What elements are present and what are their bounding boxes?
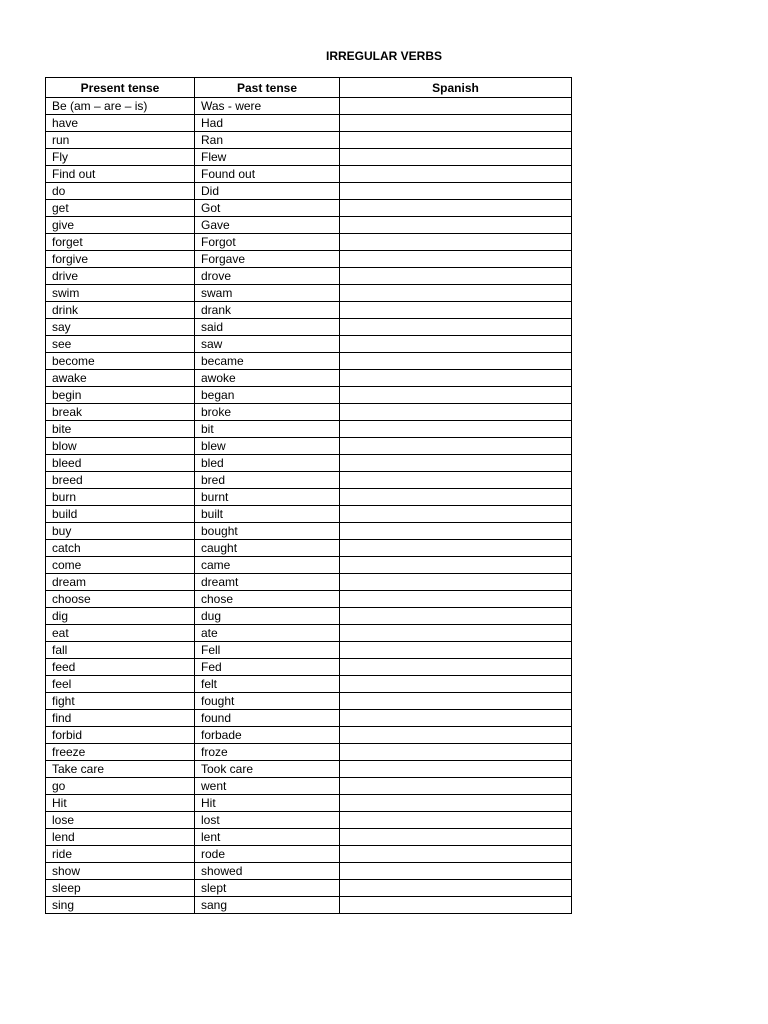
spanish-cell xyxy=(340,404,572,421)
spanish-cell xyxy=(340,795,572,812)
table-row xyxy=(46,523,572,540)
present-tense-cell: do xyxy=(46,183,195,200)
spanish-cell xyxy=(340,285,572,302)
table-row xyxy=(46,200,572,217)
present-tense-cell: forget xyxy=(46,234,195,251)
table-row xyxy=(46,761,572,778)
present-tense-cell: Hit xyxy=(46,795,195,812)
past-tense-cell: Did xyxy=(195,183,340,200)
present-tense-cell: awake xyxy=(46,370,195,387)
table-row xyxy=(46,591,572,608)
present-tense-cell: break xyxy=(46,404,195,421)
present-tense-cell: sleep xyxy=(46,880,195,897)
spanish-cell xyxy=(340,387,572,404)
past-tense-cell: Forgot xyxy=(195,234,340,251)
spanish-cell xyxy=(340,659,572,676)
past-tense-cell: began xyxy=(195,387,340,404)
present-tense-cell: begin xyxy=(46,387,195,404)
table-row xyxy=(46,710,572,727)
table-row xyxy=(46,455,572,472)
spanish-cell xyxy=(340,421,572,438)
past-tense-cell: Was - were xyxy=(195,98,340,115)
past-tense-cell: dug xyxy=(195,608,340,625)
spanish-cell xyxy=(340,744,572,761)
table-row xyxy=(46,370,572,387)
present-tense-cell: go xyxy=(46,778,195,795)
table-row xyxy=(46,438,572,455)
present-tense-cell: buy xyxy=(46,523,195,540)
table-row xyxy=(46,540,572,557)
table-row xyxy=(46,302,572,319)
spanish-cell xyxy=(340,353,572,370)
table-row xyxy=(46,659,572,676)
table-row xyxy=(46,880,572,897)
present-tense-cell: lose xyxy=(46,812,195,829)
past-tense-cell: dreamt xyxy=(195,574,340,591)
past-tense-cell: Found out xyxy=(195,166,340,183)
spanish-cell xyxy=(340,506,572,523)
past-tense-cell: drove xyxy=(195,268,340,285)
table-row xyxy=(46,336,572,353)
past-tense-cell: ate xyxy=(195,625,340,642)
past-tense-cell: caught xyxy=(195,540,340,557)
present-tense-cell: get xyxy=(46,200,195,217)
table-row xyxy=(46,744,572,761)
past-tense-cell: Got xyxy=(195,200,340,217)
past-tense-cell: slept xyxy=(195,880,340,897)
present-tense-cell: find xyxy=(46,710,195,727)
spanish-cell xyxy=(340,574,572,591)
past-tense-cell: showed xyxy=(195,863,340,880)
present-tense-cell: forbid xyxy=(46,727,195,744)
table-row xyxy=(46,404,572,421)
table-row xyxy=(46,506,572,523)
spanish-cell xyxy=(340,319,572,336)
present-tense-cell: Take care xyxy=(46,761,195,778)
document-title-text: IRREGULAR VERBS xyxy=(325,49,442,63)
present-tense-cell: burn xyxy=(46,489,195,506)
table-row xyxy=(46,625,572,642)
present-tense-cell: see xyxy=(46,336,195,353)
table-row xyxy=(46,829,572,846)
present-tense-cell: blow xyxy=(46,438,195,455)
past-tense-cell: drank xyxy=(195,302,340,319)
past-tense-cell: rode xyxy=(195,846,340,863)
present-tense-cell: build xyxy=(46,506,195,523)
spanish-cell xyxy=(340,166,572,183)
table-body xyxy=(46,98,572,914)
spanish-cell xyxy=(340,608,572,625)
past-tense-cell: forbade xyxy=(195,727,340,744)
past-tense-cell: built xyxy=(195,506,340,523)
past-tense-cell: Had xyxy=(195,115,340,132)
spanish-cell xyxy=(340,336,572,353)
spanish-cell xyxy=(340,727,572,744)
present-tense-cell: ride xyxy=(46,846,195,863)
table-row xyxy=(46,778,572,795)
past-tense-cell: froze xyxy=(195,744,340,761)
spanish-cell xyxy=(340,761,572,778)
table-row xyxy=(46,472,572,489)
spanish-cell xyxy=(340,98,572,115)
table-row xyxy=(46,727,572,744)
present-tense-cell: lend xyxy=(46,829,195,846)
spanish-cell xyxy=(340,251,572,268)
spanish-cell xyxy=(340,710,572,727)
past-tense-cell: Fed xyxy=(195,659,340,676)
past-tense-cell: Took care xyxy=(195,761,340,778)
spanish-cell xyxy=(340,846,572,863)
table-row xyxy=(46,574,572,591)
spanish-cell xyxy=(340,540,572,557)
table-row xyxy=(46,693,572,710)
past-tense-cell: blew xyxy=(195,438,340,455)
past-tense-cell: Flew xyxy=(195,149,340,166)
past-tense-cell: went xyxy=(195,778,340,795)
present-tense-cell: bite xyxy=(46,421,195,438)
past-tense-cell: said xyxy=(195,319,340,336)
present-tense-cell: drive xyxy=(46,268,195,285)
table-row xyxy=(46,676,572,693)
past-tense-cell: Forgave xyxy=(195,251,340,268)
spanish-cell xyxy=(340,149,572,166)
present-tense-cell: show xyxy=(46,863,195,880)
past-tense-cell: became xyxy=(195,353,340,370)
spanish-cell xyxy=(340,829,572,846)
past-tense-cell: burnt xyxy=(195,489,340,506)
table-row xyxy=(46,608,572,625)
spanish-cell xyxy=(340,200,572,217)
table-row xyxy=(46,557,572,574)
present-tense-cell: swim xyxy=(46,285,195,302)
present-tense-cell: sing xyxy=(46,897,195,914)
table-row xyxy=(46,115,572,132)
spanish-cell xyxy=(340,880,572,897)
past-tense-cell: found xyxy=(195,710,340,727)
past-tense-cell: lost xyxy=(195,812,340,829)
present-tense-cell: Fly xyxy=(46,149,195,166)
spanish-cell xyxy=(340,302,572,319)
present-tense-cell: freeze xyxy=(46,744,195,761)
table-row xyxy=(46,149,572,166)
table-row xyxy=(46,489,572,506)
present-tense-cell: catch xyxy=(46,540,195,557)
spanish-cell xyxy=(340,234,572,251)
table-header-row xyxy=(46,78,572,98)
past-tense-cell: saw xyxy=(195,336,340,353)
spanish-cell xyxy=(340,438,572,455)
past-tense-cell: awoke xyxy=(195,370,340,387)
present-tense-cell: have xyxy=(46,115,195,132)
present-tense-cell: bleed xyxy=(46,455,195,472)
past-tense-cell: lent xyxy=(195,829,340,846)
table-row xyxy=(46,285,572,302)
spanish-cell xyxy=(340,370,572,387)
spanish-cell xyxy=(340,523,572,540)
past-tense-cell: Ran xyxy=(195,132,340,149)
table-row xyxy=(46,319,572,336)
spanish-cell xyxy=(340,693,572,710)
past-tense-cell: broke xyxy=(195,404,340,421)
spanish-cell xyxy=(340,115,572,132)
spanish-cell xyxy=(340,642,572,659)
present-tense-cell: dream xyxy=(46,574,195,591)
present-tense-cell: fall xyxy=(46,642,195,659)
document-title xyxy=(0,48,768,64)
spanish-cell xyxy=(340,812,572,829)
present-tense-cell: choose xyxy=(46,591,195,608)
past-tense-cell: fought xyxy=(195,693,340,710)
past-tense-cell: Gave xyxy=(195,217,340,234)
past-tense-cell: sang xyxy=(195,897,340,914)
header-present-tense: Present tense xyxy=(46,78,195,98)
table-row xyxy=(46,846,572,863)
spanish-cell xyxy=(340,778,572,795)
header-past-tense: Past tense xyxy=(195,78,340,98)
present-tense-cell: feed xyxy=(46,659,195,676)
present-tense-cell: eat xyxy=(46,625,195,642)
present-tense-cell: fight xyxy=(46,693,195,710)
spanish-cell xyxy=(340,863,572,880)
past-tense-cell: bought xyxy=(195,523,340,540)
table-row xyxy=(46,132,572,149)
past-tense-cell: Fell xyxy=(195,642,340,659)
table-row xyxy=(46,353,572,370)
present-tense-cell: run xyxy=(46,132,195,149)
present-tense-cell: breed xyxy=(46,472,195,489)
spanish-cell xyxy=(340,132,572,149)
spanish-cell xyxy=(340,897,572,914)
spanish-cell xyxy=(340,489,572,506)
past-tense-cell: felt xyxy=(195,676,340,693)
present-tense-cell: come xyxy=(46,557,195,574)
table-row xyxy=(46,217,572,234)
past-tense-cell: came xyxy=(195,557,340,574)
table-row xyxy=(46,795,572,812)
past-tense-cell: bred xyxy=(195,472,340,489)
past-tense-cell: swam xyxy=(195,285,340,302)
present-tense-cell: forgive xyxy=(46,251,195,268)
past-tense-cell: Hit xyxy=(195,795,340,812)
header-spanish: Spanish xyxy=(340,78,572,98)
spanish-cell xyxy=(340,472,572,489)
table-row xyxy=(46,98,572,115)
spanish-cell xyxy=(340,591,572,608)
table-row xyxy=(46,183,572,200)
table-row xyxy=(46,897,572,914)
spanish-cell xyxy=(340,455,572,472)
spanish-cell xyxy=(340,217,572,234)
present-tense-cell: give xyxy=(46,217,195,234)
spanish-cell xyxy=(340,625,572,642)
table-row xyxy=(46,234,572,251)
table-row xyxy=(46,251,572,268)
present-tense-cell: Be (am – are – is) xyxy=(46,98,195,115)
spanish-cell xyxy=(340,676,572,693)
spanish-cell xyxy=(340,557,572,574)
past-tense-cell: bit xyxy=(195,421,340,438)
table-row xyxy=(46,863,572,880)
table-row xyxy=(46,421,572,438)
table-row xyxy=(46,166,572,183)
spanish-cell xyxy=(340,183,572,200)
table-row xyxy=(46,642,572,659)
present-tense-cell: Find out xyxy=(46,166,195,183)
table-row xyxy=(46,268,572,285)
past-tense-cell: bled xyxy=(195,455,340,472)
table-row xyxy=(46,387,572,404)
table-row xyxy=(46,812,572,829)
present-tense-cell: feel xyxy=(46,676,195,693)
spanish-cell xyxy=(340,268,572,285)
present-tense-cell: say xyxy=(46,319,195,336)
present-tense-cell: become xyxy=(46,353,195,370)
present-tense-cell: dig xyxy=(46,608,195,625)
irregular-verbs-table xyxy=(45,77,572,914)
past-tense-cell: chose xyxy=(195,591,340,608)
present-tense-cell: drink xyxy=(46,302,195,319)
